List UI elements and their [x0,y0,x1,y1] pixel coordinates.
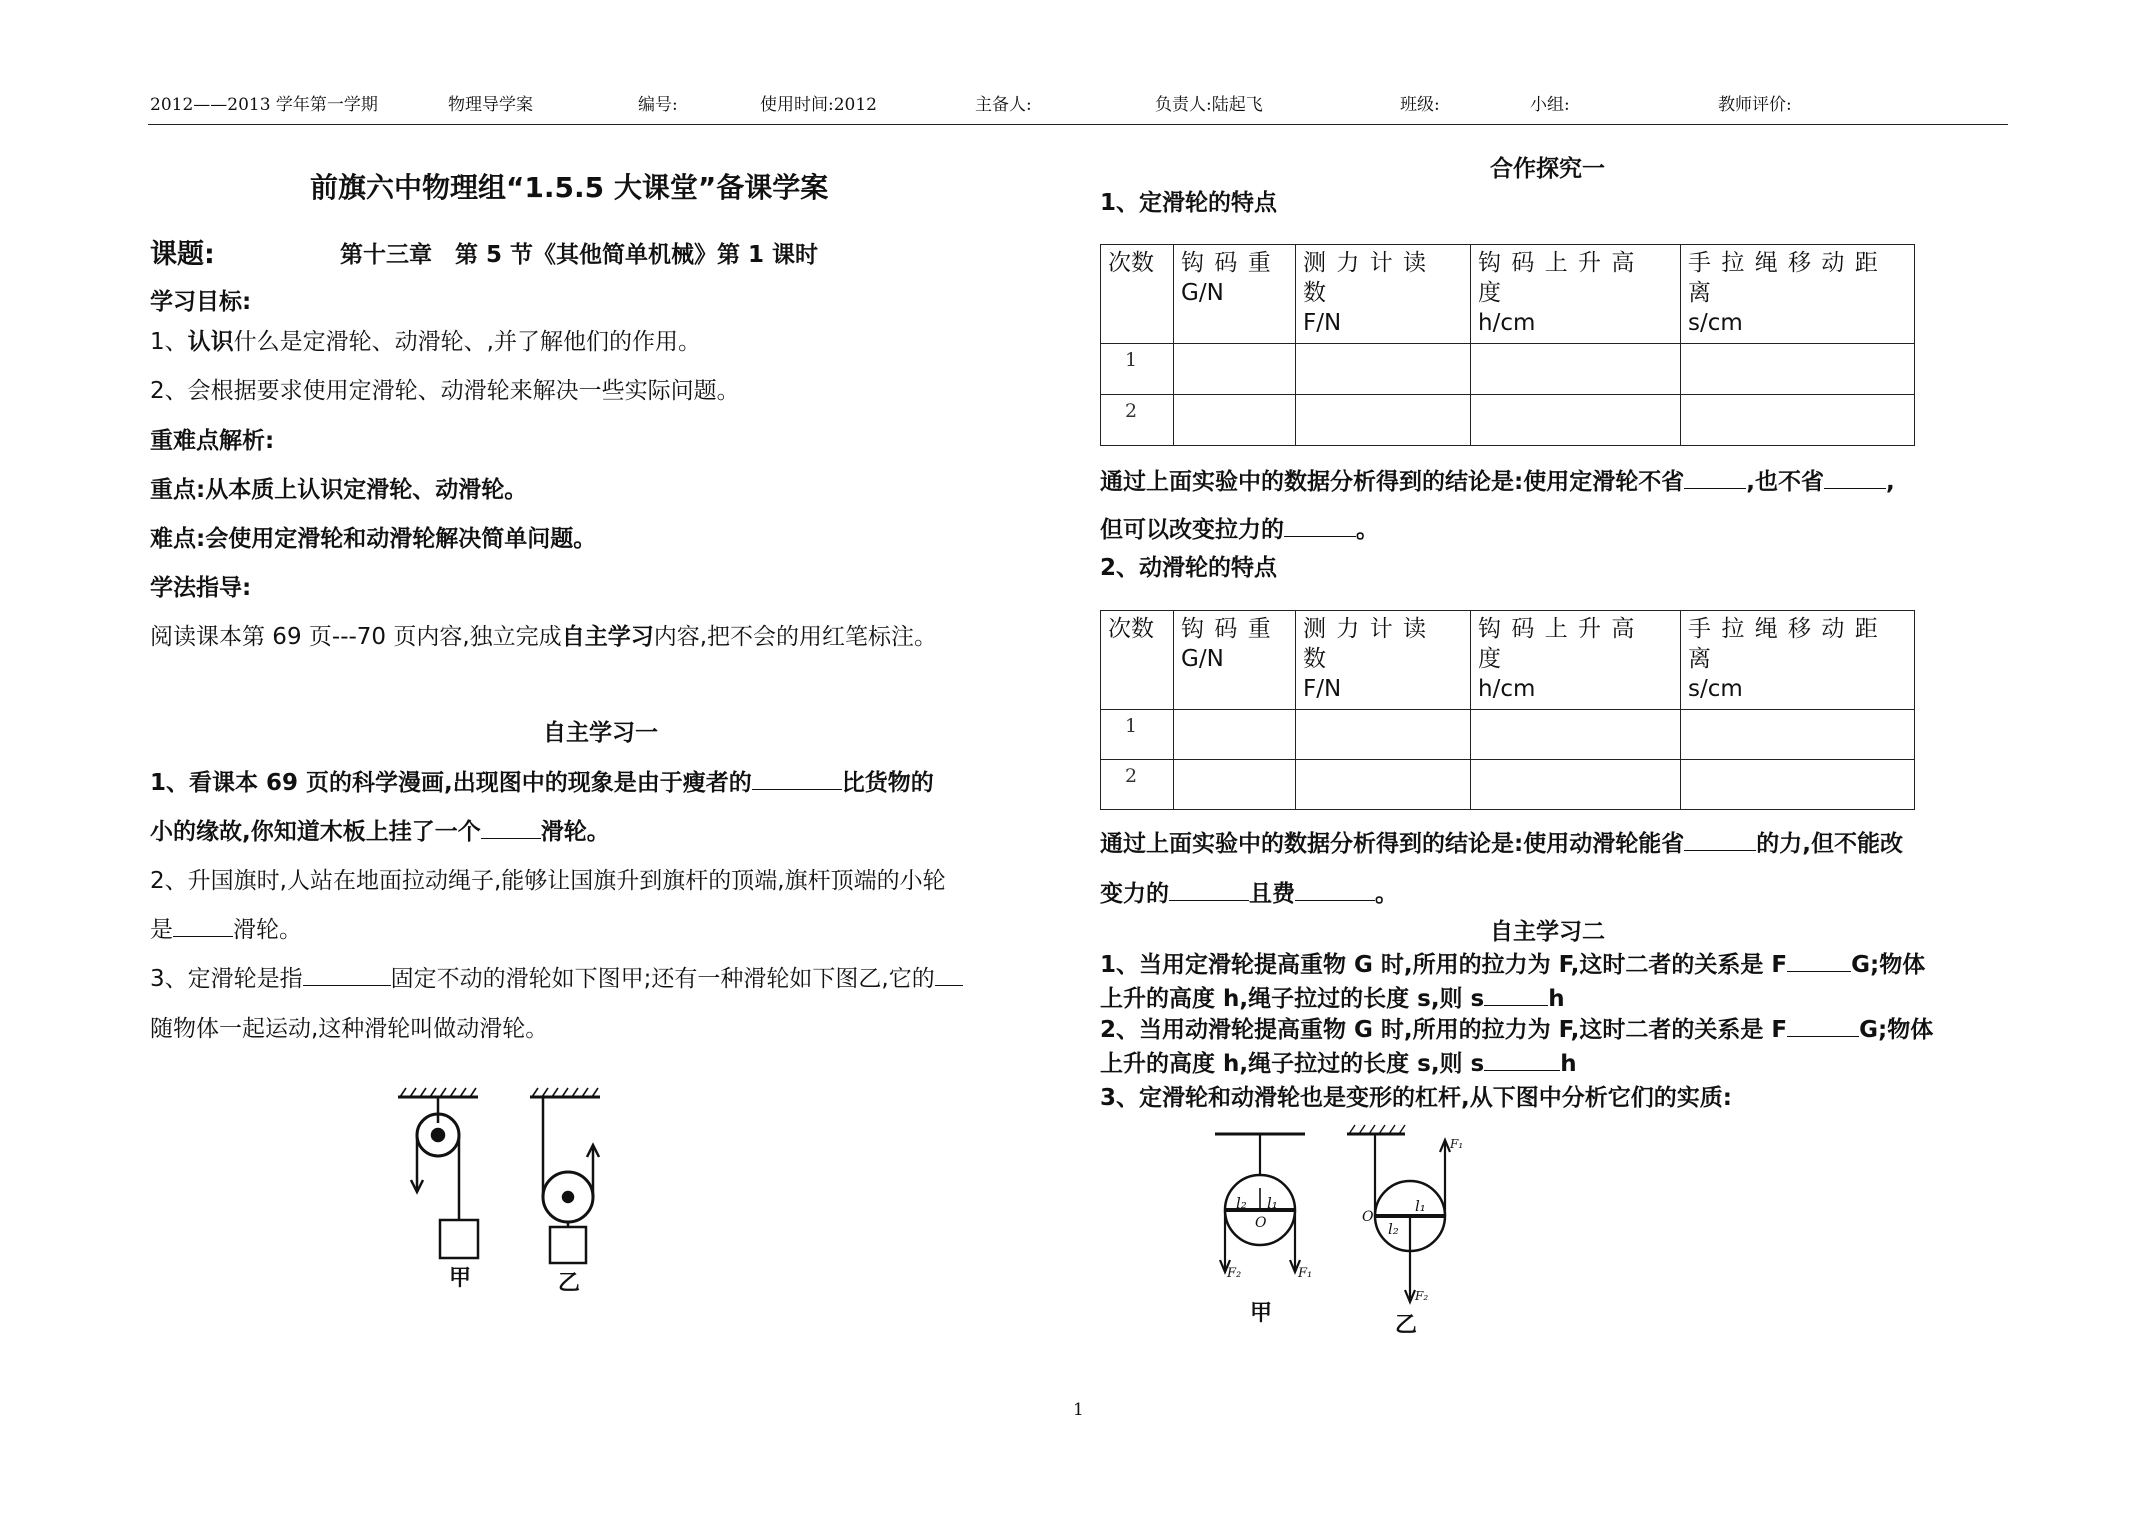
header-rule [148,124,2008,125]
input-cell[interactable] [1174,394,1296,445]
header-cell: 钩码上升高度 h/cm [1471,611,1681,710]
header-responsible: 负责人:陆起飞 [1155,95,1263,115]
topic-label: 课题: [150,239,215,270]
header-doc-type: 物理导学案 [448,95,533,115]
input-cell[interactable] [1681,343,1915,394]
label-l2: l₂ [1236,1194,1247,1212]
header-cell: 钩码重 G/N [1174,245,1296,344]
s2-question-1-line-2: 上升的高度 h,绳子拉过的长度 s,则 s h [1100,980,1565,1013]
header-cell: 手拉绳移动距离 s/cm [1681,611,1915,710]
header-semester: 2012——2013 学年第一学期 [150,95,378,115]
method-text: 阅读课本第 69 页---70 页内容,独立完成自主学习内容,把不会的用红笔标注。 [150,624,937,650]
page-title: 前旗六中物理组“1.5.5 大课堂”备课学案 [310,171,829,204]
figure-label-yi: 乙 [558,1271,581,1296]
fixed-pulley-lever-diagram [1215,1134,1305,1272]
header-cell: 测力计读数 F/N [1296,611,1471,710]
page-number: 1 [1073,1400,1084,1420]
label-o: O [1362,1209,1374,1225]
self-study-1-heading: 自主学习一 [543,720,658,746]
movable-pulley-diagram [530,1088,600,1263]
question-3-line-2: 随物体一起运动,这种滑轮叫做动滑轮。 [150,1016,549,1042]
question-1-line-2: 小的缘故,你知道木板上挂了一个 滑轮。 [150,813,610,846]
table-header-row [1101,611,1915,710]
input-cell[interactable] [1296,394,1471,445]
analysis-heading: 重难点解析: [150,428,275,454]
header-use-time: 使用时间:2012 [760,95,877,115]
coop-heading: 合作探究一 [1490,156,1605,182]
input-cell[interactable] [1681,759,1915,809]
question-2-line-2: 是 滑轮。 [150,911,302,944]
header-cell: 次数 [1101,611,1174,710]
label-f1: F₁ [1450,1137,1464,1151]
label-f2: F₂ [1415,1289,1429,1303]
movable-conclusion-line-2: 变力的 且费 。 [1100,875,1398,908]
goal-1: 1、认识什么是定滑轮、动滑轮、,并了解他们的作用。 [150,329,701,355]
topic-text: 第十三章 第 5 节《其他简单机械》第 1 课时 [340,242,819,268]
s2-question-3: 3、定滑轮和动滑轮也是变形的杠杆,从下图中分析它们的实质: [1100,1085,1732,1111]
label-l1: l₁ [1267,1194,1278,1212]
header-class: 班级: [1400,95,1440,115]
header-evaluation: 教师评价: [1718,95,1792,115]
difficult-point: 难点:会使用定滑轮和动滑轮解决简单问题。 [150,526,597,552]
fixed-pulley-heading: 1、定滑轮的特点 [1100,190,1278,216]
input-cell[interactable] [1296,759,1471,809]
table-header-row [1101,245,1915,344]
question-3-line-1: 3、定滑轮是指 固定不动的滑轮如下图甲;还有一种滑轮如下图乙,它的 [150,960,963,993]
figure-label-jia: 甲 [449,1266,472,1291]
input-cell[interactable] [1174,709,1296,759]
label-l1: l₁ [1415,1197,1426,1215]
question-1-line-1: 1、看课本 69 页的科学漫画,出现图中的现象是由于瘦者的 比货物的 [150,764,934,797]
input-cell[interactable] [1471,343,1681,394]
movable-pulley-table [1100,610,1915,810]
table-row: 1 [1101,343,1915,394]
header-cell: 钩码上升高度 h/cm [1471,245,1681,344]
pulley-figure-fixed-movable [390,1085,640,1295]
label-l2: l₂ [1388,1220,1399,1238]
input-cell[interactable] [1174,343,1296,394]
label-f1: F₁ [1298,1266,1313,1281]
movable-conclusion-line-1: 通过上面实验中的数据分析得到的结论是:使用动滑轮能省 的力,但不能改 [1100,825,1903,858]
header-cell: 钩码重 G/N [1174,611,1296,710]
self-study-2-heading: 自主学习二 [1490,919,1605,945]
input-cell[interactable] [1296,343,1471,394]
header-cell: 测力计读数 F/N [1296,245,1471,344]
header-preparer: 主备人: [975,95,1032,115]
input-cell[interactable] [1471,709,1681,759]
question-2-line-1: 2、升国旗时,人站在地面拉动绳子,能够让国旗升到旗杆的顶端,旗杆顶端的小轮 [150,868,946,894]
goals-heading: 学习目标: [150,289,252,315]
method-heading: 学法指导: [150,575,252,601]
pulley-lever-figure [1205,1120,1464,1338]
table-row: 2 [1101,759,1915,809]
fixed-conclusion-line-1: 通过上面实验中的数据分析得到的结论是:使用定滑轮不省 ,也不省 , [1100,463,1895,496]
input-cell[interactable] [1681,709,1915,759]
header-group: 小组: [1530,95,1570,115]
input-cell[interactable] [1296,709,1471,759]
figure-label-yi: 乙 [1395,1313,1418,1338]
input-cell[interactable] [1471,394,1681,445]
header-serial: 编号: [638,95,678,115]
input-cell[interactable] [1471,759,1681,809]
goal-2: 2、会根据要求使用定滑轮、动滑轮来解决一些实际问题。 [150,378,740,404]
fixed-pulley-table [1100,244,1915,446]
label-f2: F₂ [1227,1266,1242,1281]
table-row: 2 [1101,394,1915,445]
table-row: 1 [1101,709,1915,759]
key-point: 重点:从本质上认识定滑轮、动滑轮。 [150,477,528,503]
figure-label-jia: 甲 [1250,1301,1273,1326]
s2-question-1-line-1: 1、当用定滑轮提高重物 G 时,所用的拉力为 F,这时二者的关系是 F G;物体 [1100,946,1925,979]
input-cell[interactable] [1174,759,1296,809]
header-cell: 手拉绳移动距离 s/cm [1681,245,1915,344]
input-cell[interactable] [1681,394,1915,445]
header-cell: 次数 [1101,245,1174,344]
movable-pulley-heading: 2、动滑轮的特点 [1100,555,1278,581]
label-o: O [1255,1215,1267,1231]
fixed-conclusion-line-2: 但可以改变拉力的 。 [1100,511,1379,544]
s2-question-2-line-1: 2、当用动滑轮提高重物 G 时,所用的拉力为 F,这时二者的关系是 F G;物体 [1100,1011,1933,1044]
fixed-pulley-diagram [398,1088,478,1258]
s2-question-2-line-2: 上升的高度 h,绳子拉过的长度 s,则 s h [1100,1045,1577,1078]
